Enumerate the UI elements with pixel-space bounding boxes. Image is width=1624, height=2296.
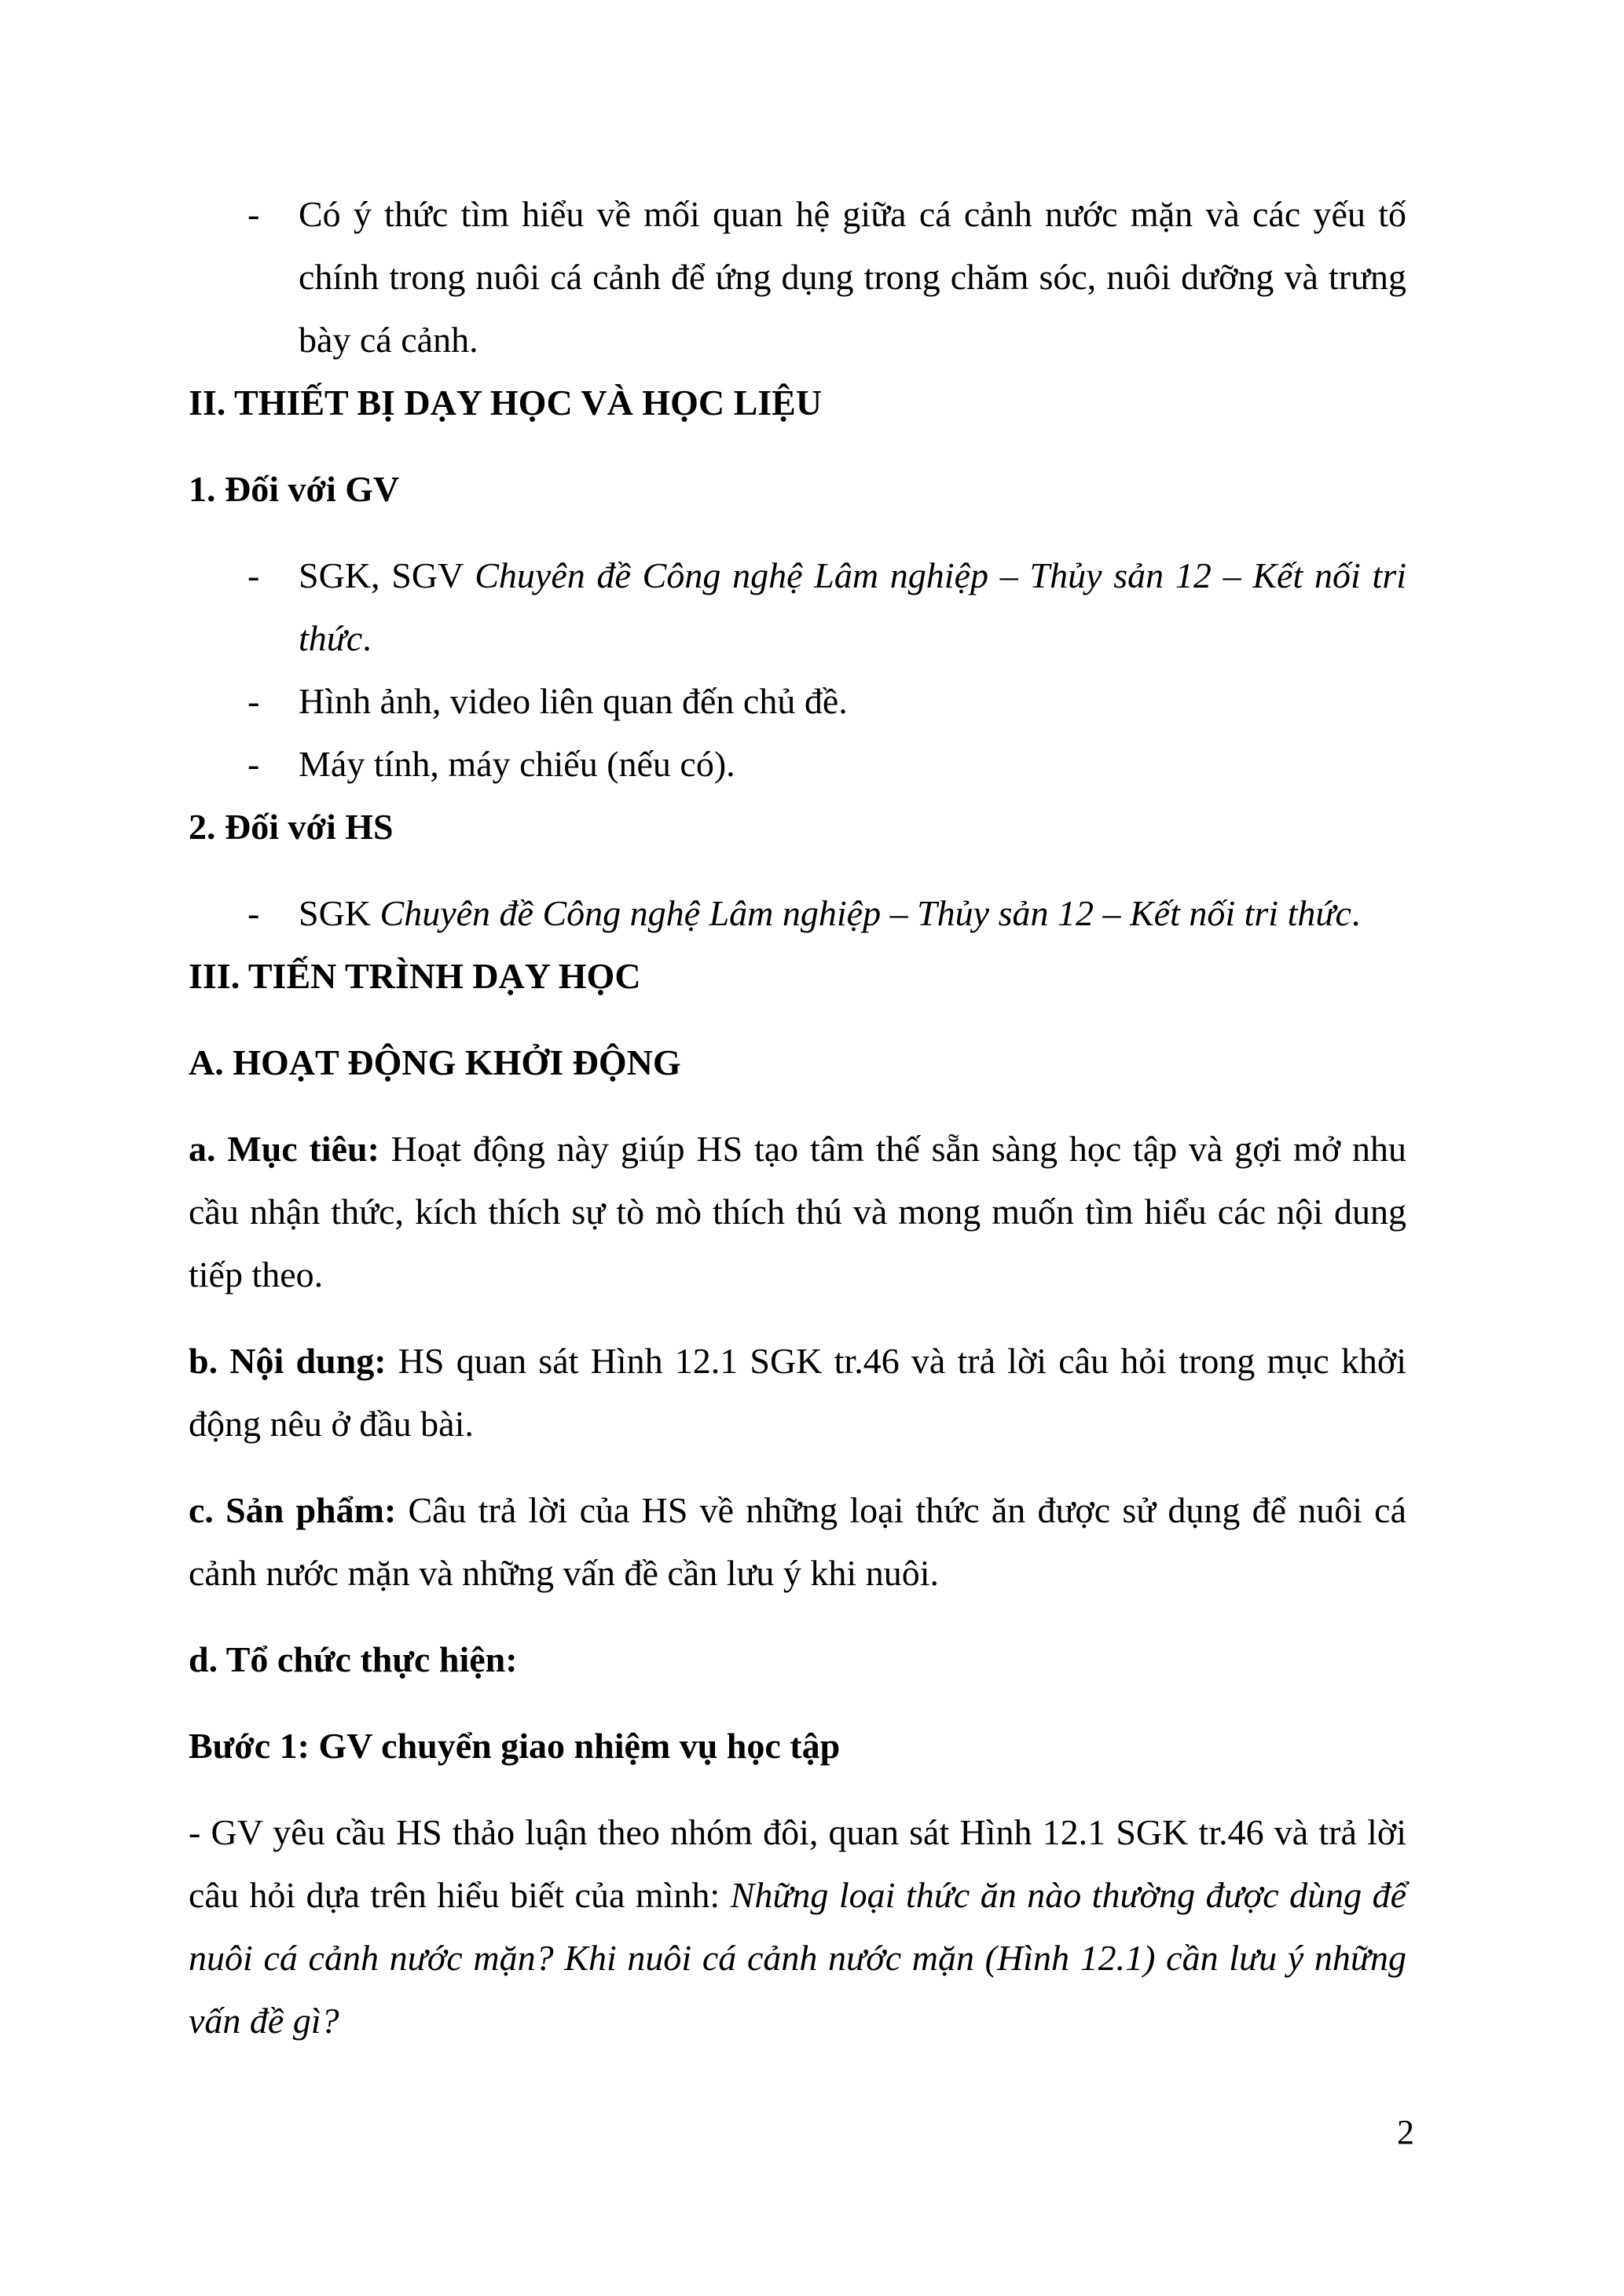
heading xyxy=(189,1628,1406,1691)
bullet-marker: - xyxy=(247,744,260,784)
text-run: Hình ảnh, video liên quan đến chủ đề. xyxy=(299,681,848,721)
heading xyxy=(189,796,1406,859)
heading xyxy=(189,1031,1406,1094)
text-run: Hoạt động này giúp HS tạo tâm thế sẵn sàng học tập và gợi mở nhu cầu nhận thức, kích thích sự tò mò thích thú và mong muốn tìm hiểu các nội dung tiếp theo. xyxy=(189,1129,1406,1294)
text-run: Máy tính, máy chiếu (nếu có). xyxy=(299,744,735,784)
text-run: - GV yêu cầu HS thảo luận theo nhóm đôi, quan sát Hình 12.1 SGK tr.46 và trả lời câu hỏi dựa trên hiểu biết của mình: xyxy=(189,1812,1406,1915)
text-run: II. THIẾT BỊ DẠY HỌC VÀ HỌC LIỆU xyxy=(189,383,823,423)
text-run: . xyxy=(1351,893,1361,933)
paragraph xyxy=(189,1118,1406,1306)
text-run: 2. Đối với HS xyxy=(189,807,394,847)
paragraph xyxy=(189,1330,1406,1456)
text-run: A. HOẠT ĐỘNG KHỞI ĐỘNG xyxy=(189,1042,681,1082)
heading xyxy=(189,1715,1406,1778)
bullet-marker: - xyxy=(247,893,260,933)
text-run: 1. Đối với GV xyxy=(189,469,400,509)
paragraph xyxy=(189,1479,1406,1605)
text-run: Chuyên đề Công nghệ Lâm nghiệp – Thủy sản 12 – Kết nối tri thức xyxy=(379,893,1351,933)
bullet-item xyxy=(189,733,1406,796)
bullet-marker: - xyxy=(247,681,260,721)
text-run: Bước 1: GV chuyển giao nhiệm vụ học tập xyxy=(189,1726,841,1766)
text-run: HS quan sát Hình 12.1 SGK tr.46 và trả lời câu hỏi trong mục khởi động nêu ở đầu bài. xyxy=(189,1341,1406,1444)
text-run: d. Tổ chức thực hiện: xyxy=(189,1639,518,1679)
heading xyxy=(189,458,1406,521)
bullet-marker: - xyxy=(247,555,260,595)
text-run: Câu trả lời của HS về những loại thức ăn được sử dụng để nuôi cá cảnh nước mặn và những vấn đề cần lưu ý khi nuôi. xyxy=(189,1490,1406,1593)
paragraph xyxy=(189,1801,1406,2052)
page-number: 2 xyxy=(1397,2113,1414,2151)
text-run: SGK, SGV xyxy=(299,555,475,595)
bullet-marker: - xyxy=(247,194,260,234)
bullet-item xyxy=(189,670,1406,733)
bullet-item xyxy=(189,544,1406,670)
text-run: . xyxy=(362,618,372,658)
bullet-item xyxy=(189,882,1406,945)
text-run: Có ý thức tìm hiểu về mối quan hệ giữa cá cảnh nước mặn và các yếu tố chính trong nuôi cá cảnh để ứng dụng trong chăm sóc, nuôi dưỡng và trưng bày cá cảnh. xyxy=(299,194,1406,360)
text-run: b. Nội dung: xyxy=(189,1341,398,1381)
document-content xyxy=(189,183,1406,2076)
text-run: c. Sản phẩm: xyxy=(189,1490,409,1530)
text-run: Những loại thức ăn nào thường được dùng để nuôi cá cảnh nước mặn? Khi nuôi cá cảnh nước mặn (Hình 12.1) cần lưu ý những vấn đề gì? xyxy=(189,1875,1406,2041)
heading xyxy=(189,945,1406,1008)
text-run: a. Mục tiêu: xyxy=(189,1129,391,1169)
text-run: Chuyên đề Công nghệ Lâm nghiệp – Thủy sản 12 – Kết nối tri thức xyxy=(299,555,1406,658)
heading xyxy=(189,372,1406,434)
text-run: III. TIẾN TRÌNH DẠY HỌC xyxy=(189,956,641,996)
text-run: SGK xyxy=(299,893,380,933)
bullet-item xyxy=(189,183,1406,372)
